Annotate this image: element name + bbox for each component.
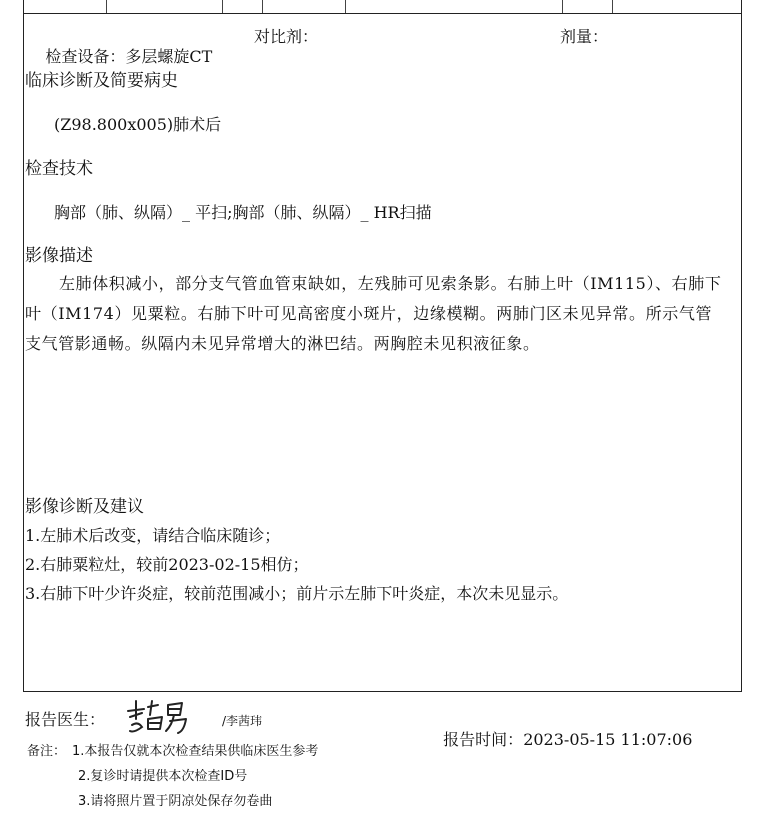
note-item: 3.请将照片置于阴凉处保存勿卷曲 [78,794,273,809]
cosigner-name: /李茜玮 [222,714,263,728]
findings-heading: 影像描述 [25,246,93,266]
header-rule [24,13,741,14]
doctor-label: 报告医生： [25,710,106,729]
dose-label: 剂量： [560,27,609,46]
technique-heading: 检查技术 [25,159,93,179]
history-text: (Z98.800x005)肺术后 [54,115,222,134]
time-label: 报告时间： [443,730,524,749]
header-cell-divider [612,0,613,13]
impression-heading: 影像诊断及建议 [25,497,144,517]
report-frame [23,0,742,692]
note-item: 1.本报告仅就本次检查结果供临床医生参考 [72,744,319,759]
notes-label: 备注： [27,744,67,759]
header-cell-divider [262,0,263,13]
header-cell-divider [345,0,346,13]
device-value: 多层螺旋CT [125,47,213,66]
header-cell-divider [562,0,563,13]
impression-item: 3.右肺下叶少许炎症，较前范围减小；前片示左肺下叶炎症，本次未见显示。 [25,584,569,603]
impression-item: 2.右肺粟粒灶，较前2023-02-15相仿； [25,555,309,574]
history-heading: 临床诊断及简要病史 [25,71,178,91]
device-label: 检查设备： [45,47,126,66]
technique-text: 胸部（肺、纵隔）_ 平扫;胸部（肺、纵隔）_ HR扫描 [54,203,432,222]
signature-image [122,697,192,737]
impression-item: 1.左肺术后改变，请结合临床随诊； [25,526,281,545]
findings-text: 左肺体积减小，部分支气管血管束缺如，左残肺可见索条影。右肺上叶（IM115）、右肺下叶（IM174）见粟粒。右肺下叶可见高密度小斑片，边缘模糊。两肺门区未见异常。所示气管支气管影通畅。纵隔内未见异常增大的淋巴结。两胸腔未见积液征象。 [25,274,722,353]
contrast-label: 对比剂： [254,27,319,46]
header-cell-divider [106,0,107,13]
doctor-signature [122,697,192,737]
header-cell-divider [222,0,223,13]
note-item: 2.复诊时请提供本次检查ID号 [78,769,248,784]
report-time [433,710,692,750]
time-value: 2023-05-15 11:07:06 [523,730,693,749]
